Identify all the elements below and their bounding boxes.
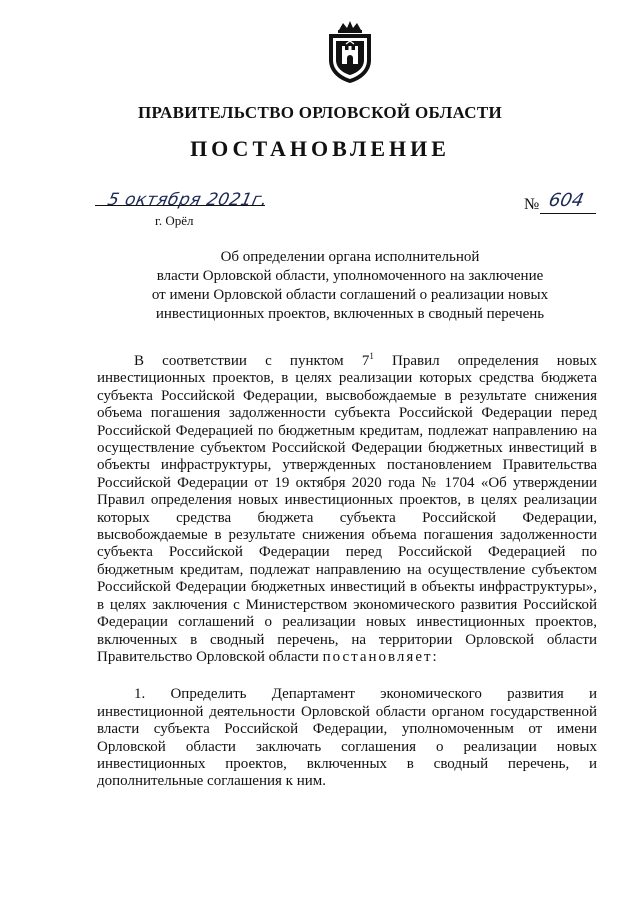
subject-line: от имени Орловской области соглашений о реализации новых [151,287,549,303]
subject-line: инвестиционных проектов, включенных в сводный перечень [155,306,545,322]
document-body [97,353,597,791]
handwritten-date: 5 октября 2021г. [105,190,270,210]
handwritten-number: 604 [546,190,586,211]
document-subject [120,248,580,324]
city-label: г. Орёл [155,213,194,228]
document-type-title: ПОСТАНОВЛЕНИЕ [190,136,450,161]
orel-coat-of-arms-icon [325,20,375,84]
preamble-start: В соответствии с пунктом 7 [134,353,370,369]
number-underline [540,213,596,214]
organization-title: ПРАВИТЕЛЬСТВО ОРЛОВСКОЙ ОБЛАСТИ [137,103,503,122]
resolves-word: постановляет: [322,648,439,665]
subject-line: Об определении органа исполнительной [220,249,480,265]
item-1-paragraph: 1. Определить Департамент экономического развития и инвестиционной деятельности Орловской области органом государственной власти субъекта Российской Федерации, уполномоченным от имени Орловской области заключать соглашения о реализации новых инвестиционных проектов, включенных в сводный перечень, и дополнительные соглашения к ним. [97,686,597,790]
number-label: № [524,196,540,213]
subject-line: власти Орловской области, уполномоченного на заключение [156,268,544,284]
preamble-paragraph [97,353,597,666]
date-underline [95,205,265,206]
preamble-superscript: 1 [369,351,374,361]
preamble-main: Правил определения новых инвестиционных проектов, в целях реализации которых средства бюджета субъекта Российской Федерации, высвобождаемые в результате снижения объема погашения задолженности субъекта Российской Федерации перед Российской Федерацией по бюджетным кредитам, подлежат направлению на осуществление субъектом Российской Федерации бюджетных инвестиций в объекты инфраструктуры, утвержденных постановлением Правительства Российской Федерации от 19 октября 2020 года № 1704 «Об утверждении Правил определения новых инвестиционных проектов, в целях реализации которых средства бюджета субъекта Российской Федерации, высвобождаемые в результате снижения объема погашения задолженности субъекта Российской Федерации перед Российской Федерацией по бюджетным кредитам, подлежат направлению на осуществление субъектом Российской Федерации бюджетных инвестиций в объекты инфраструктуры», в целях заключения с Министерством экономического развития Российской Федерации соглашений о реализации новых инвестиционных проектов, включенных в сводный перечень, на территории Орловской области Правительство Орловской области [97,353,597,665]
